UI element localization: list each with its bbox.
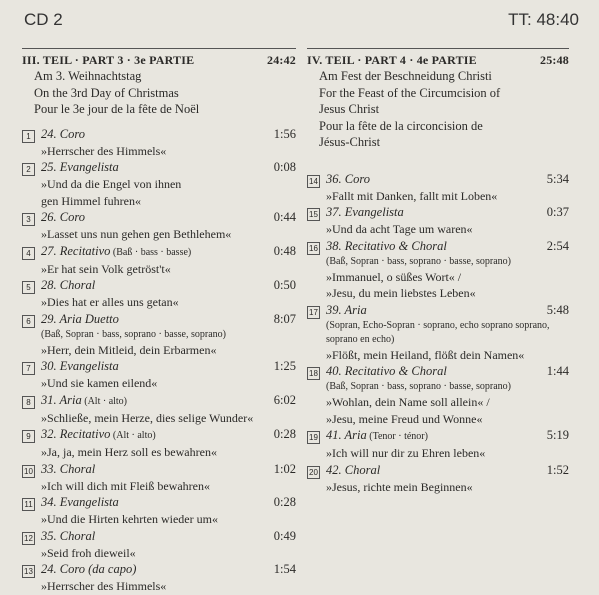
track-row xyxy=(307,462,569,479)
part-time: 24:42 xyxy=(267,53,296,67)
track-item xyxy=(307,204,569,238)
track-number: 14 xyxy=(307,175,320,188)
track-title: 42. Choral xyxy=(326,462,381,477)
track-voice: (Baß · bass · basse) xyxy=(110,246,192,258)
track-title-block xyxy=(326,238,547,255)
track-title-block xyxy=(41,358,274,375)
track-title-block xyxy=(41,528,274,545)
track-incipit: »Immanuel, o süßes Wort« / xyxy=(326,269,462,284)
track-title-block xyxy=(41,561,274,578)
track-number: 10 xyxy=(22,465,35,478)
track-incipit: »Ja, ja, mein Herz soll es bewahren« xyxy=(41,445,217,459)
track-voice: (Alt · alto) xyxy=(81,395,128,407)
track-title: 36. Coro xyxy=(326,171,370,186)
track-number: 15 xyxy=(307,208,320,221)
track-title: 32. Recitativo xyxy=(41,427,111,441)
track-duration: 0:50 xyxy=(273,278,296,292)
track-duration: 1:02 xyxy=(273,461,296,476)
track-row xyxy=(307,302,569,319)
track-incipit: »Lasset uns nun gehen gen Bethlehem« xyxy=(41,227,232,241)
track-title-block xyxy=(326,302,547,319)
track-title: 35. Choral xyxy=(41,528,96,543)
track-row xyxy=(22,277,296,294)
track-number: 9 xyxy=(22,430,35,443)
track-number: 5 xyxy=(22,281,35,294)
part-subtitles xyxy=(22,68,296,118)
track-number: 1 xyxy=(22,130,35,143)
track-number: 12 xyxy=(22,532,35,545)
track-row xyxy=(22,561,296,578)
track-duration: 2:54 xyxy=(546,238,569,253)
track-item xyxy=(307,238,569,302)
track-duration: 0:28 xyxy=(273,427,296,441)
track-title-block xyxy=(41,277,274,294)
track-title: 37. Evangelista xyxy=(326,205,404,219)
track-performers: (Baß, Sopran · bass, soprano · basse, soprano) xyxy=(41,328,226,340)
track-title: 24. Coro (da capo) xyxy=(41,562,137,576)
subtitle-line: Pour le 3e jour de la fête de Noël xyxy=(34,102,200,116)
track-title-block xyxy=(41,159,274,176)
track-list xyxy=(307,171,569,496)
track-duration: 1:25 xyxy=(273,359,296,373)
track-duration: 0:49 xyxy=(273,528,296,543)
track-row xyxy=(307,363,569,380)
track-title-block xyxy=(326,204,547,221)
track-number: 11 xyxy=(22,498,35,511)
track-title: 28. Choral xyxy=(41,278,96,292)
track-title: 39. Aria xyxy=(326,302,367,317)
track-row xyxy=(307,204,569,221)
part-3-column xyxy=(22,48,296,595)
track-title: 38. Recitativo & Choral xyxy=(326,238,447,253)
subtitle-line: Am 3. Weihnachtstag xyxy=(34,69,142,83)
track-item xyxy=(22,277,296,311)
track-number: 19 xyxy=(307,431,320,444)
track-title: 30. Evangelista xyxy=(41,359,119,373)
track-item xyxy=(22,426,296,461)
track-voice: (Alt · alto) xyxy=(110,430,156,441)
track-duration: 5:19 xyxy=(546,428,569,442)
track-duration: 0:44 xyxy=(273,210,296,224)
track-incipit: »Und die Hirten kehrten wieder um« xyxy=(41,512,218,526)
track-incipit: »Er hat sein Volk getröst't« xyxy=(41,261,171,276)
track-title-block xyxy=(326,462,547,479)
track-row xyxy=(22,528,296,545)
track-row xyxy=(22,358,296,375)
subtitle-line: For the Feast of the Circumcision of xyxy=(319,85,501,100)
track-duration: 1:44 xyxy=(546,364,569,378)
track-title: 27. Recitativo xyxy=(41,243,111,258)
track-row xyxy=(22,461,296,478)
track-number: 18 xyxy=(307,367,320,380)
track-incipit: »Jesu, du mein liebstes Leben« xyxy=(326,286,476,300)
track-title-block xyxy=(41,311,274,328)
track-duration: 5:34 xyxy=(546,171,569,186)
track-incipit: gen Himmel fuhren« xyxy=(41,193,141,208)
track-title-block xyxy=(326,427,547,445)
track-incipit: »Wohlan, dein Name soll allein« / xyxy=(326,395,490,409)
track-number: 4 xyxy=(22,247,35,260)
track-incipit: »Ich will dich mit Fleiß bewahren« xyxy=(41,478,210,493)
track-number: 17 xyxy=(307,306,320,319)
track-title-block xyxy=(41,461,274,478)
track-title: 40. Recitativo & Choral xyxy=(326,364,447,378)
track-item xyxy=(22,243,296,278)
track-title-block xyxy=(41,392,274,410)
track-number: 13 xyxy=(22,565,35,578)
track-row xyxy=(307,171,569,188)
track-item xyxy=(307,427,569,462)
track-row xyxy=(22,392,296,410)
part-4-column xyxy=(307,48,569,495)
track-item xyxy=(22,392,296,427)
track-row xyxy=(307,427,569,445)
track-number: 16 xyxy=(307,242,320,255)
track-duration: 6:02 xyxy=(273,392,296,407)
track-performers: (Baß, Sopran · bass, soprano · basse, soprano) xyxy=(326,381,511,392)
track-title: 33. Choral xyxy=(41,461,96,476)
track-row xyxy=(22,209,296,226)
subtitle-line: Jésus-Christ xyxy=(319,135,381,149)
track-title: 31. Aria xyxy=(41,392,82,407)
track-title-block xyxy=(41,243,274,261)
track-title-block xyxy=(41,126,274,143)
track-item xyxy=(22,159,296,209)
track-number: 3 xyxy=(22,213,35,226)
track-item xyxy=(22,494,296,528)
track-duration: 0:37 xyxy=(546,205,569,219)
track-duration: 1:56 xyxy=(273,126,296,141)
part-header xyxy=(22,53,296,68)
track-voice: (Tenor · ténor) xyxy=(366,431,428,442)
track-title-block xyxy=(326,171,547,188)
track-row xyxy=(22,426,296,444)
track-row xyxy=(22,159,296,176)
track-duration: 0:28 xyxy=(273,495,296,509)
track-duration: 1:54 xyxy=(273,562,296,576)
track-title: 25. Evangelista xyxy=(41,160,119,174)
track-item xyxy=(307,462,569,496)
track-duration: 5:48 xyxy=(546,302,569,317)
subtitle-line: Pour la fête de la circoncision de xyxy=(319,118,483,133)
track-number: 8 xyxy=(22,396,35,409)
track-item xyxy=(22,126,296,160)
track-incipit: »Ich will nur dir zu Ehren leben« xyxy=(326,446,486,460)
track-item xyxy=(22,461,296,495)
track-title: 29. Aria Duetto xyxy=(41,311,119,326)
track-row xyxy=(22,243,296,261)
track-duration: 8:07 xyxy=(273,311,296,326)
track-performers: (Baß, Sopran · bass, soprano · basse, soprano) xyxy=(326,255,511,267)
track-incipit: »Jesu, meine Freud und Wonne« xyxy=(326,411,483,426)
track-title-block xyxy=(41,494,274,511)
track-incipit: »Fallt mit Danken, fallt mit Loben« xyxy=(326,188,498,203)
track-incipit: »Flößt, mein Heiland, flößt dein Namen« xyxy=(326,347,525,362)
track-row xyxy=(22,311,296,328)
track-number: 7 xyxy=(22,362,35,375)
track-incipit: »Und sie kamen eilend« xyxy=(41,376,158,390)
track-number: 20 xyxy=(307,466,320,479)
track-item xyxy=(307,363,569,427)
track-title-block xyxy=(326,363,547,380)
part-title: III. TEIL · PART 3 · 3e PARTIE xyxy=(22,53,195,67)
track-list xyxy=(22,126,296,595)
track-incipit: »Herrscher des Himmels« xyxy=(41,143,167,158)
part-time: 25:48 xyxy=(540,53,569,67)
track-incipit: »Herr, dein Mitleid, dein Erbarmen« xyxy=(41,342,217,357)
track-incipit: »Dies hat er alles uns getan« xyxy=(41,295,179,309)
track-item xyxy=(307,171,569,205)
track-row xyxy=(22,126,296,143)
track-number: 2 xyxy=(22,163,35,176)
track-duration: 0:48 xyxy=(273,243,296,258)
track-item xyxy=(22,209,296,243)
part-header xyxy=(307,53,569,68)
track-item xyxy=(307,302,569,364)
track-item xyxy=(22,561,296,595)
track-number: 6 xyxy=(22,315,35,328)
track-performers: (Sopran, Echo-Sopran · soprano, echo soprano soprano, soprano en echo) xyxy=(326,319,550,345)
subtitle-line: Jesus Christ xyxy=(319,102,380,116)
track-incipit: »Und da die Engel von ihnen xyxy=(41,177,182,191)
track-title-block xyxy=(41,426,274,444)
total-time: TT: 48:40 xyxy=(508,10,579,29)
cd-label: CD 2 xyxy=(24,10,63,29)
part-title: IV. TEIL · PART 4 · 4e PARTIE xyxy=(307,53,477,67)
track-row xyxy=(307,238,569,255)
track-incipit: »Jesus, richte mein Beginnen« xyxy=(326,479,473,494)
track-item xyxy=(22,311,296,359)
track-title-block xyxy=(41,209,274,226)
track-incipit: »Und da acht Tage um waren« xyxy=(326,222,473,236)
track-item xyxy=(22,528,296,562)
subtitle-line: On the 3rd Day of Christmas xyxy=(34,85,179,100)
track-incipit: »Herrscher des Himmels« xyxy=(41,579,167,593)
track-item xyxy=(22,358,296,392)
subtitle-line: Am Fest der Beschneidung Christi xyxy=(319,69,492,83)
track-row xyxy=(22,494,296,511)
track-title: 34. Evangelista xyxy=(41,495,119,509)
track-title: 41. Aria xyxy=(326,428,367,442)
track-title: 24. Coro xyxy=(41,126,85,141)
track-incipit: »Schließe, mein Herze, dies selige Wunder« xyxy=(41,410,254,425)
track-duration: 0:08 xyxy=(273,160,296,174)
track-title: 26. Coro xyxy=(41,210,85,224)
track-incipit: »Seid froh dieweil« xyxy=(41,545,136,560)
track-duration: 1:52 xyxy=(546,462,569,477)
part-subtitles xyxy=(307,68,569,151)
